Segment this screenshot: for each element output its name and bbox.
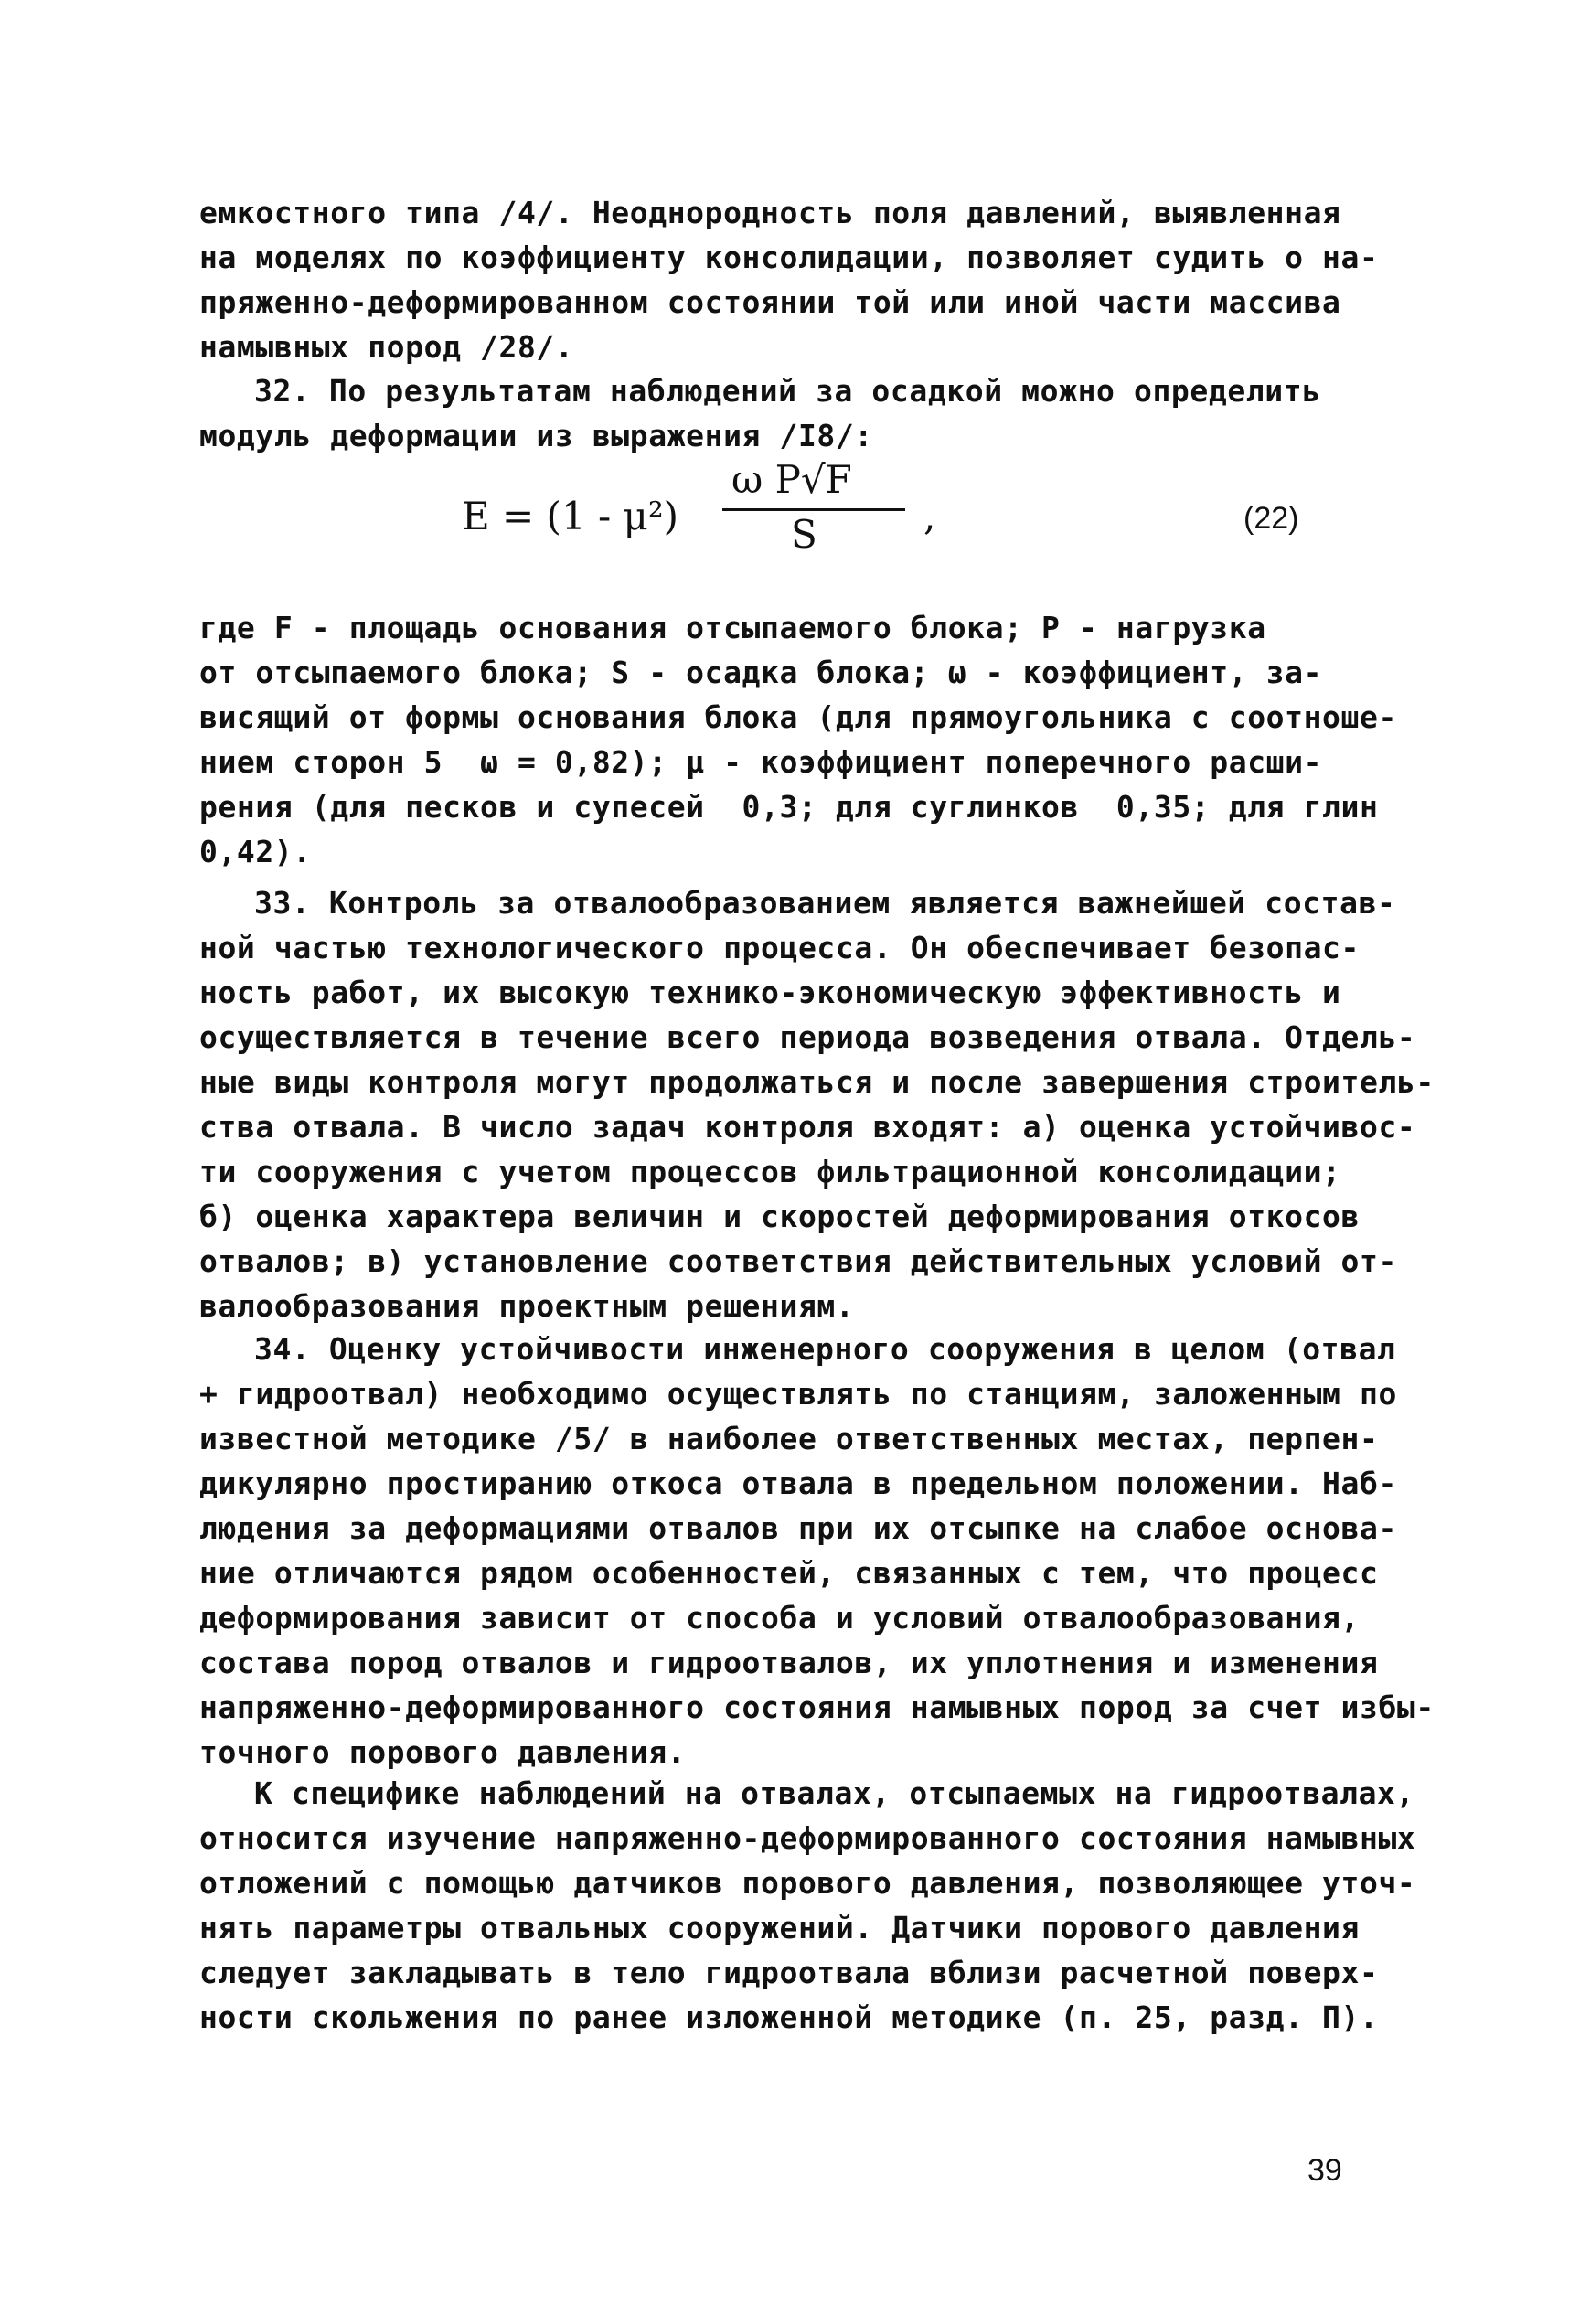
text-line: намывных пород /28/. (199, 329, 574, 365)
text-line: висящий от формы основания блока (для прямоугольника с соотноше- (199, 699, 1397, 735)
formula-denominator: S (791, 512, 817, 557)
page-number: 39 (1308, 2153, 1342, 2188)
text-line: состава пород отвалов и гидроотвалов, их уплотнения и изменения (199, 1645, 1379, 1680)
text-line: ность работ, их высокую технико-экономическую эффективность и (199, 975, 1341, 1010)
paragraph-34 (199, 1327, 1435, 1775)
paragraph-definitions (199, 605, 1406, 874)
fraction-bar (722, 508, 905, 511)
text-line: модуль деформации из выражения /I8/: (199, 418, 873, 453)
formula-comma: , (923, 494, 936, 538)
text-line: нием сторон 5 ω = 0,82); μ - коэффициент поперечного расши- (199, 744, 1323, 780)
text-line: 33. Контроль за отвалообразованием является важнейшей состав- (254, 885, 1396, 921)
text-line: ности скольжения по ранее изложенной методике (п. 25, разд. П). (199, 1999, 1379, 2035)
text-line: ной частью технологического процесса. Он обеспечивает безопас- (199, 930, 1360, 965)
text-line: отвалов; в) установление соответствия действительных условий от- (199, 1243, 1397, 1279)
paragraph-1 (199, 190, 1406, 369)
text-line: 32. По результатам наблюдений за осадкой можно определить (254, 373, 1321, 409)
paragraph-specifics (199, 1771, 1416, 2040)
text-line: деформирования зависит от способа и условий отвалообразования, (199, 1600, 1360, 1636)
text-line: 0,42). (199, 834, 312, 869)
text-line: отложений с помощью датчиков порового давления, позволяющее уточ- (199, 1865, 1416, 1901)
text-line: К специфике наблюдений на отвалах, отсыпаемых на гидроотвалах, (254, 1775, 1414, 1811)
paragraph-32 (199, 368, 1406, 458)
equation-number: (22) (1243, 501, 1299, 536)
text-line: нять параметры отвальных сооружений. Датчики порового давления (199, 1910, 1360, 1946)
text-line: следует закладывать в тело гидроотвала вблизи расчетной поверх- (199, 1955, 1379, 1990)
text-line: ства отвала. В число задач контроля входят: а) оценка устойчивос- (199, 1109, 1416, 1145)
text-line: ные виды контроля могут продолжаться и после завершения строитель- (199, 1064, 1435, 1100)
text-line: от отсыпаемого блока; S - осадка блока; ω - коэффициент, за- (199, 655, 1323, 690)
text-line: дикулярно простиранию откоса отвала в предельном положении. Наб- (199, 1466, 1397, 1501)
text-line: рения (для песков и супесей 0,3; для суглинков 0,35; для глин (199, 789, 1379, 825)
text-line: пряженно-деформированном состоянии той или иной части массива (199, 284, 1341, 320)
formula-lhs: E = (1 - μ²) (462, 494, 679, 538)
text-line: б) оценка характера величин и скоростей деформирования откосов (199, 1199, 1360, 1234)
text-line: людения за деформациями отвалов при их отсыпке на слабое основа- (199, 1510, 1397, 1546)
text-line: на моделях по коэффициенту консолидации, позволяет судить о на- (199, 240, 1379, 275)
text-line: напряженно-деформированного состояния намывных пород за счет избы- (199, 1690, 1435, 1725)
text-line: ти сооружения с учетом процессов фильтрационной консолидации; (199, 1154, 1341, 1189)
text-line: осуществляется в течение всего периода возведения отвала. Отдель- (199, 1019, 1416, 1055)
text-line: где F - площадь основания отсыпаемого блока; P - нагрузка (199, 610, 1266, 645)
text-line: + гидроотвал) необходимо осуществлять по станциям, заложенным по (199, 1376, 1397, 1412)
text-line: относится изучение напряженно-деформированного состояния намывных (199, 1820, 1416, 1856)
formula-numerator: ω P√F (731, 457, 852, 502)
text-line: емкостного типа /4/. Неоднородность поля давлений, выявленная (199, 195, 1341, 230)
formula-22 (462, 457, 974, 567)
text-line: ние отличаются рядом особенностей, связанных с тем, что процесс (199, 1555, 1379, 1591)
text-line: точного порового давления. (199, 1734, 687, 1770)
text-line: 34. Оценку устойчивости инженерного сооружения в целом (отвал (254, 1331, 1396, 1367)
paragraph-33 (199, 880, 1435, 1328)
text-line: валообразования проектным решениям. (199, 1288, 855, 1324)
text-line: известной методике /5/ в наиболее ответственных местах, перпен- (199, 1421, 1379, 1456)
